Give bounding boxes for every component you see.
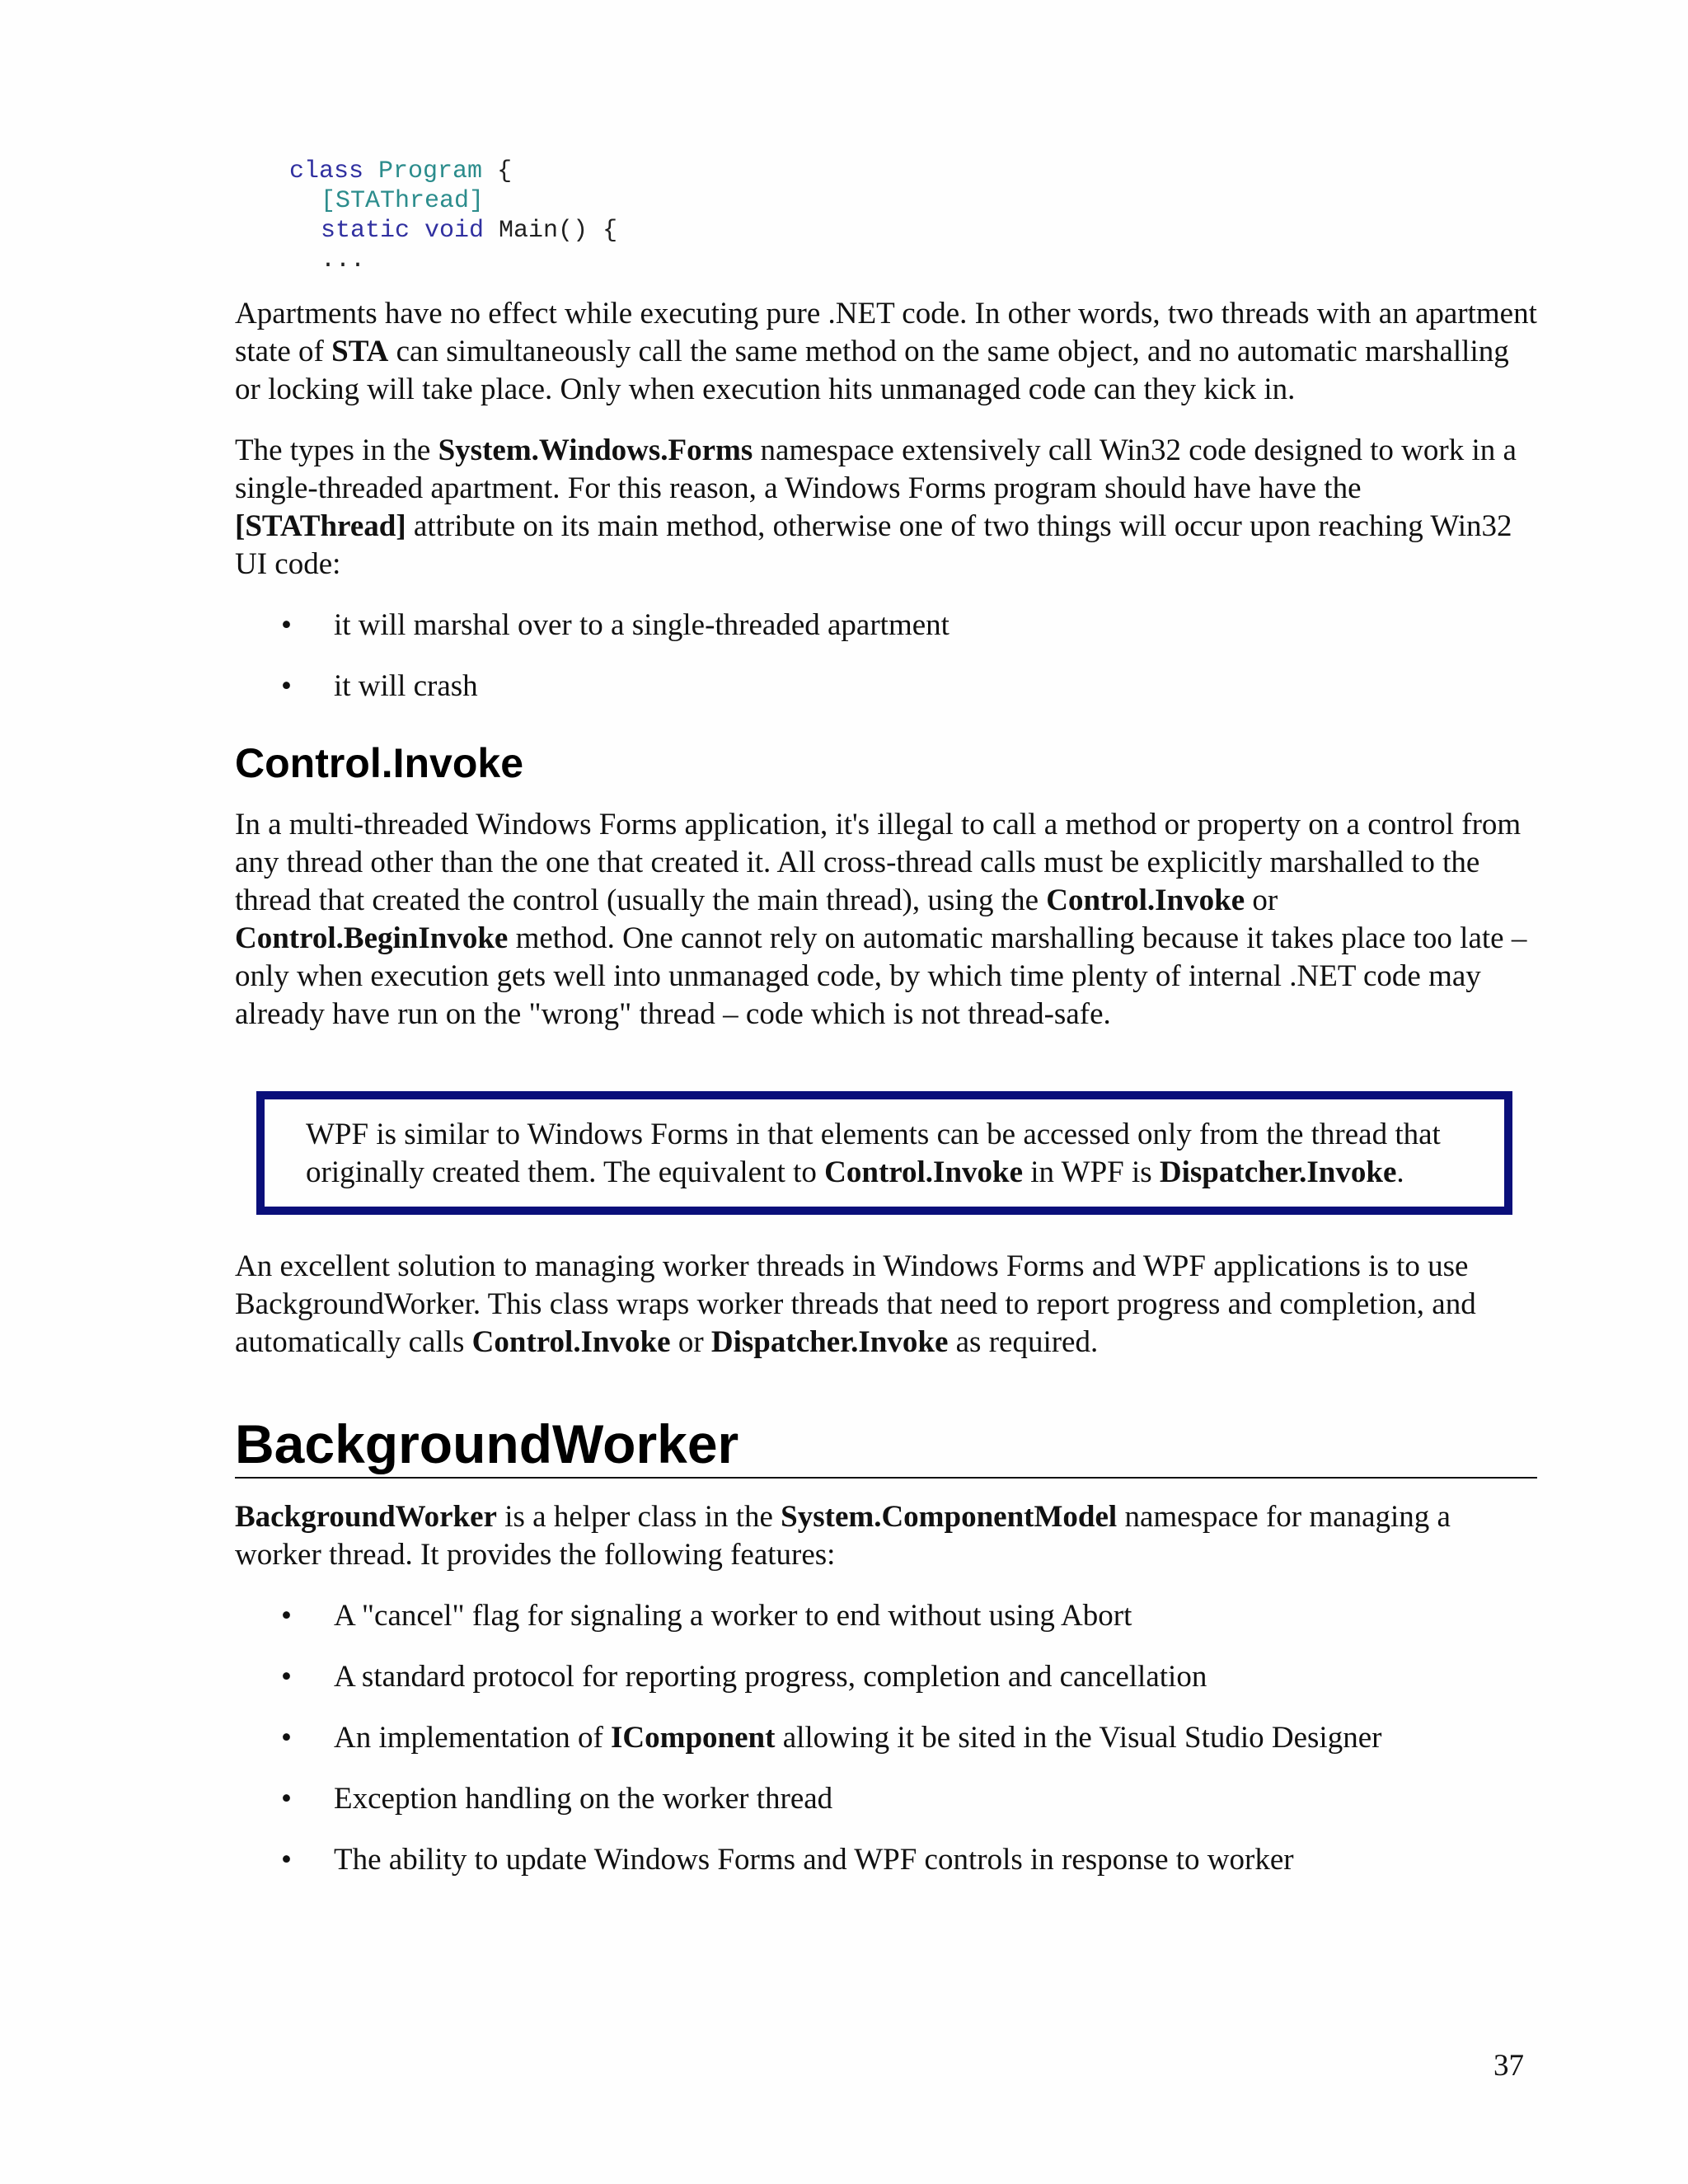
list-item: • A standard protocol for reporting progress, completion and cancellation	[235, 1658, 1537, 1696]
code-keyword-static-void: static void	[321, 217, 485, 245]
bullet-icon: •	[281, 1721, 292, 1755]
bullet-icon: •	[281, 669, 292, 703]
bullet-icon: •	[281, 1660, 292, 1694]
list-item: • it will marshal over to a single-threaded apartment	[235, 607, 1537, 644]
code-main-signature: Main() {	[484, 217, 618, 245]
paragraph-windows-forms: The types in the System.Windows.Forms namespace extensively call Win32 code designed to work in a single-threaded apartment. For this reason, a Windows Forms program should have have the [STAThread] attribute on its main method, otherwise one of two things will occur upon reaching Win32 UI code:	[235, 434, 1517, 581]
paragraph-excellent-solution: An excellent solution to managing worker threads in Windows Forms and WPF applications is to use BackgroundWorker. This class wraps worker threads that need to report progress and completion, and automatically calls Control.Invoke or Dispatcher.Invoke as required.	[235, 1249, 1476, 1359]
bullet-list-outcomes	[235, 607, 1537, 705]
bullet-list-features	[235, 1597, 1537, 1879]
list-item: • An implementation of IComponent allowing it be sited in the Visual Studio Designer	[235, 1719, 1537, 1757]
code-ellipsis: ...	[321, 246, 366, 274]
section-heading-control-invoke: Control.Invoke	[235, 740, 524, 786]
list-item: • Exception handling on the worker thread	[235, 1780, 1537, 1818]
bullet-icon: •	[281, 1782, 292, 1816]
code-snippet	[289, 157, 1537, 275]
code-brace: {	[482, 157, 513, 185]
list-item: • it will crash	[235, 668, 1537, 705]
bullet-icon: •	[281, 1843, 292, 1877]
list-item: • The ability to update Windows Forms and WPF controls in response to worker	[235, 1841, 1537, 1879]
page-content	[235, 157, 1537, 1912]
list-item: • A "cancel" flag for signaling a worker to end without using Abort	[235, 1597, 1537, 1635]
chapter-heading-backgroundworker: BackgroundWorker	[235, 1411, 1537, 1479]
code-type-program: Program	[378, 157, 483, 185]
wpf-note-box: WPF is similar to Windows Forms in that elements can be accessed only from the thread that originally created them. The equivalent to Control.Invoke in WPF is Dispatcher.Invoke.	[256, 1091, 1512, 1215]
paragraph-multithreaded: In a multi-threaded Windows Forms application, it's illegal to call a method or property on a control from any thread other than the one that created it. All cross-thread calls must be explicitly marshalled to the thread that created the control (usually the main thread), using the Control.Invoke or Control.BeginInvoke method. One cannot rely on automatic marshalling because it takes place too late – only when execution gets well into unmanaged code, by which time plenty of internal .NET code may already have run on the "wrong" thread – code which is not thread-safe.	[235, 808, 1527, 1031]
paragraph-backgroundworker-intro: BackgroundWorker is a helper class in the System.ComponentModel namespace for managing a worker thread. It provides the following features:	[235, 1500, 1451, 1572]
bullet-icon: •	[281, 1599, 292, 1633]
paragraph-apartments: Apartments have no effect while executing pure .NET code. In other words, two threads with an apartment state of STA can simultaneously call the same method on the same object, and no automatic marshalling or locking will take place. Only when execution hits unmanaged code can they kick in.	[235, 297, 1537, 406]
page-number: 37	[1493, 2049, 1524, 2083]
bullet-icon: •	[281, 608, 292, 642]
code-keyword-class: class	[289, 157, 364, 185]
code-attribute: [STAThread]	[321, 187, 485, 215]
